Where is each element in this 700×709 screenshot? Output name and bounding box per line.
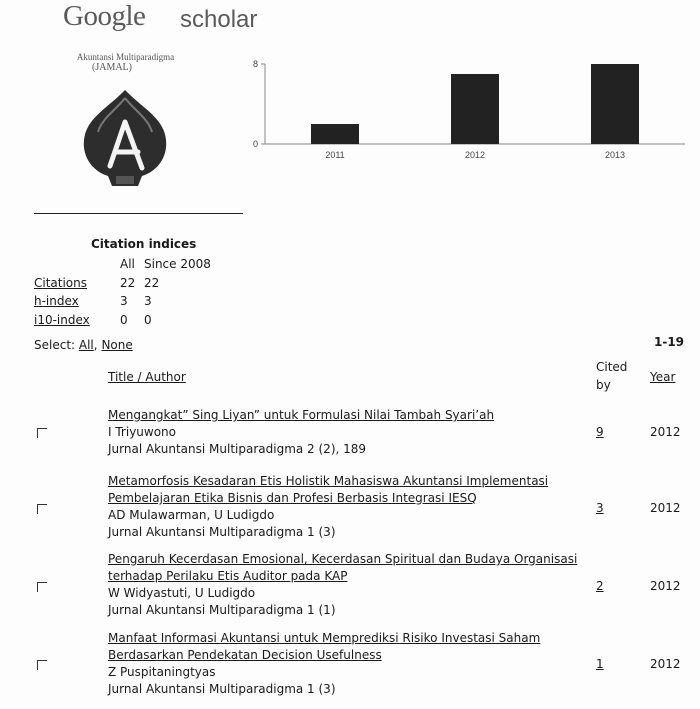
article-year: 2012 — [650, 579, 681, 593]
article-title-line: Berdasarkan Pendekatan Decision Usefulness — [108, 648, 382, 662]
h-index-since-value: 3 — [144, 294, 152, 308]
article-publication: Jurnal Akuntansi Multiparadigma 1 (3) — [108, 525, 336, 539]
citations-link[interactable]: Citations — [34, 276, 88, 290]
citation-indices-title: Citation indices — [91, 237, 197, 251]
article-cited-by-link[interactable]: 2 — [596, 579, 604, 593]
sort-by-year-link[interactable]: Year — [650, 370, 676, 384]
select-controls — [34, 338, 133, 352]
chart-bar — [451, 74, 499, 144]
article-title-line: Metamorfosis Kesadaran Etis Holistik Mahasiswa Akuntansi Implementasi — [108, 474, 549, 488]
select-none-link[interactable]: None — [101, 338, 133, 352]
article-checkbox[interactable] — [37, 660, 47, 670]
article-body — [108, 407, 593, 458]
article-checkbox[interactable] — [37, 582, 47, 592]
citations-since-value: 22 — [144, 276, 160, 290]
google-logo[interactable]: Google — [63, 0, 146, 32]
chart-y-tick-label: 0 — [252, 139, 258, 149]
article-cited-by-link[interactable]: 1 — [596, 657, 604, 671]
cited-by-header-line1: Cited — [596, 360, 628, 374]
scholar-logo-text[interactable]: scholar — [180, 6, 258, 33]
journal-abbreviation: (JAMAL) — [92, 62, 132, 73]
chart-bar — [591, 64, 639, 144]
chart-x-tick-label: 2011 — [325, 150, 345, 160]
select-label: Select: — [34, 338, 76, 352]
chart-x-tick-label: 2012 — [464, 150, 486, 160]
article-title-link[interactable] — [108, 473, 593, 507]
h-index-link[interactable]: h-index — [34, 294, 79, 308]
article-authors: W Widyastuti, U Ludigdo — [108, 586, 256, 600]
select-all-link[interactable]: All — [78, 338, 94, 352]
cited-by-header-line2: by — [596, 378, 611, 392]
article-title-line: Mengangkat” Sing Liyan” untuk Formulasi Nilai Tambah Syari’ah — [108, 408, 495, 422]
article-year: 2012 — [650, 501, 681, 515]
article-body — [108, 551, 593, 619]
chart-x-tick-label: 2013 — [604, 150, 626, 160]
article-title-line: terhadap Perilaku Etis Auditor pada KAP — [108, 569, 348, 583]
article-title-line: Manfaat Informasi Akuntansi untuk Memprediksi Risiko Investasi Saham — [108, 631, 541, 645]
article-authors: I Triyuwono — [108, 425, 176, 439]
article-title-link[interactable] — [108, 551, 593, 585]
article-year: 2012 — [650, 425, 681, 439]
chart-y-tick-label: 8 — [252, 59, 258, 69]
results-range: 1-19 — [654, 335, 685, 349]
article-body — [108, 473, 593, 541]
cited-by-header[interactable] — [596, 358, 627, 394]
article-cited-by-link[interactable]: 9 — [596, 425, 604, 439]
article-checkbox[interactable] — [37, 428, 47, 438]
chart-bar — [311, 124, 359, 144]
i10-index-since-value: 0 — [144, 313, 152, 327]
article-cited-by-link[interactable]: 3 — [596, 501, 604, 515]
citations-all-value: 22 — [120, 276, 136, 290]
article-year: 2012 — [650, 657, 681, 671]
sort-by-title-link[interactable]: Title / Author — [108, 370, 186, 384]
i10-index-link[interactable]: i10-index — [34, 313, 90, 327]
article-title-line: Pengaruh Kecerdasan Emosional, Kecerdasan Spiritual dan Budaya Organisasi — [108, 552, 578, 566]
article-publication: Jurnal Akuntansi Multiparadigma 2 (2), 189 — [108, 442, 367, 456]
article-authors: Z Puspitaningtyas — [108, 665, 216, 679]
journal-name: Akuntansi Multiparadigma — [76, 52, 175, 62]
article-publication: Jurnal Akuntansi Multiparadigma 1 (3) — [108, 682, 336, 696]
select-separator: , — [93, 338, 98, 352]
article-checkbox[interactable] — [37, 504, 47, 514]
article-title-link[interactable] — [108, 630, 593, 664]
citation-col-since-header: Since 2008 — [144, 257, 211, 271]
journal-emblem-icon — [82, 88, 168, 188]
article-publication: Jurnal Akuntansi Multiparadigma 1 (1) — [108, 603, 336, 617]
article-body — [108, 630, 593, 698]
article-authors: AD Mulawarman, U Ludigdo — [108, 508, 275, 522]
article-title-link[interactable] — [108, 407, 593, 424]
h-index-all-value: 3 — [120, 294, 128, 308]
i10-index-all-value: 0 — [120, 313, 128, 327]
citations-per-year-chart — [220, 50, 690, 180]
article-title-line: Pembelajaran Etika Bisnis dan Profesi Berbasis Integrasi IESQ — [108, 491, 477, 505]
citation-col-all-header: All — [120, 257, 135, 271]
header-divider — [34, 213, 243, 214]
